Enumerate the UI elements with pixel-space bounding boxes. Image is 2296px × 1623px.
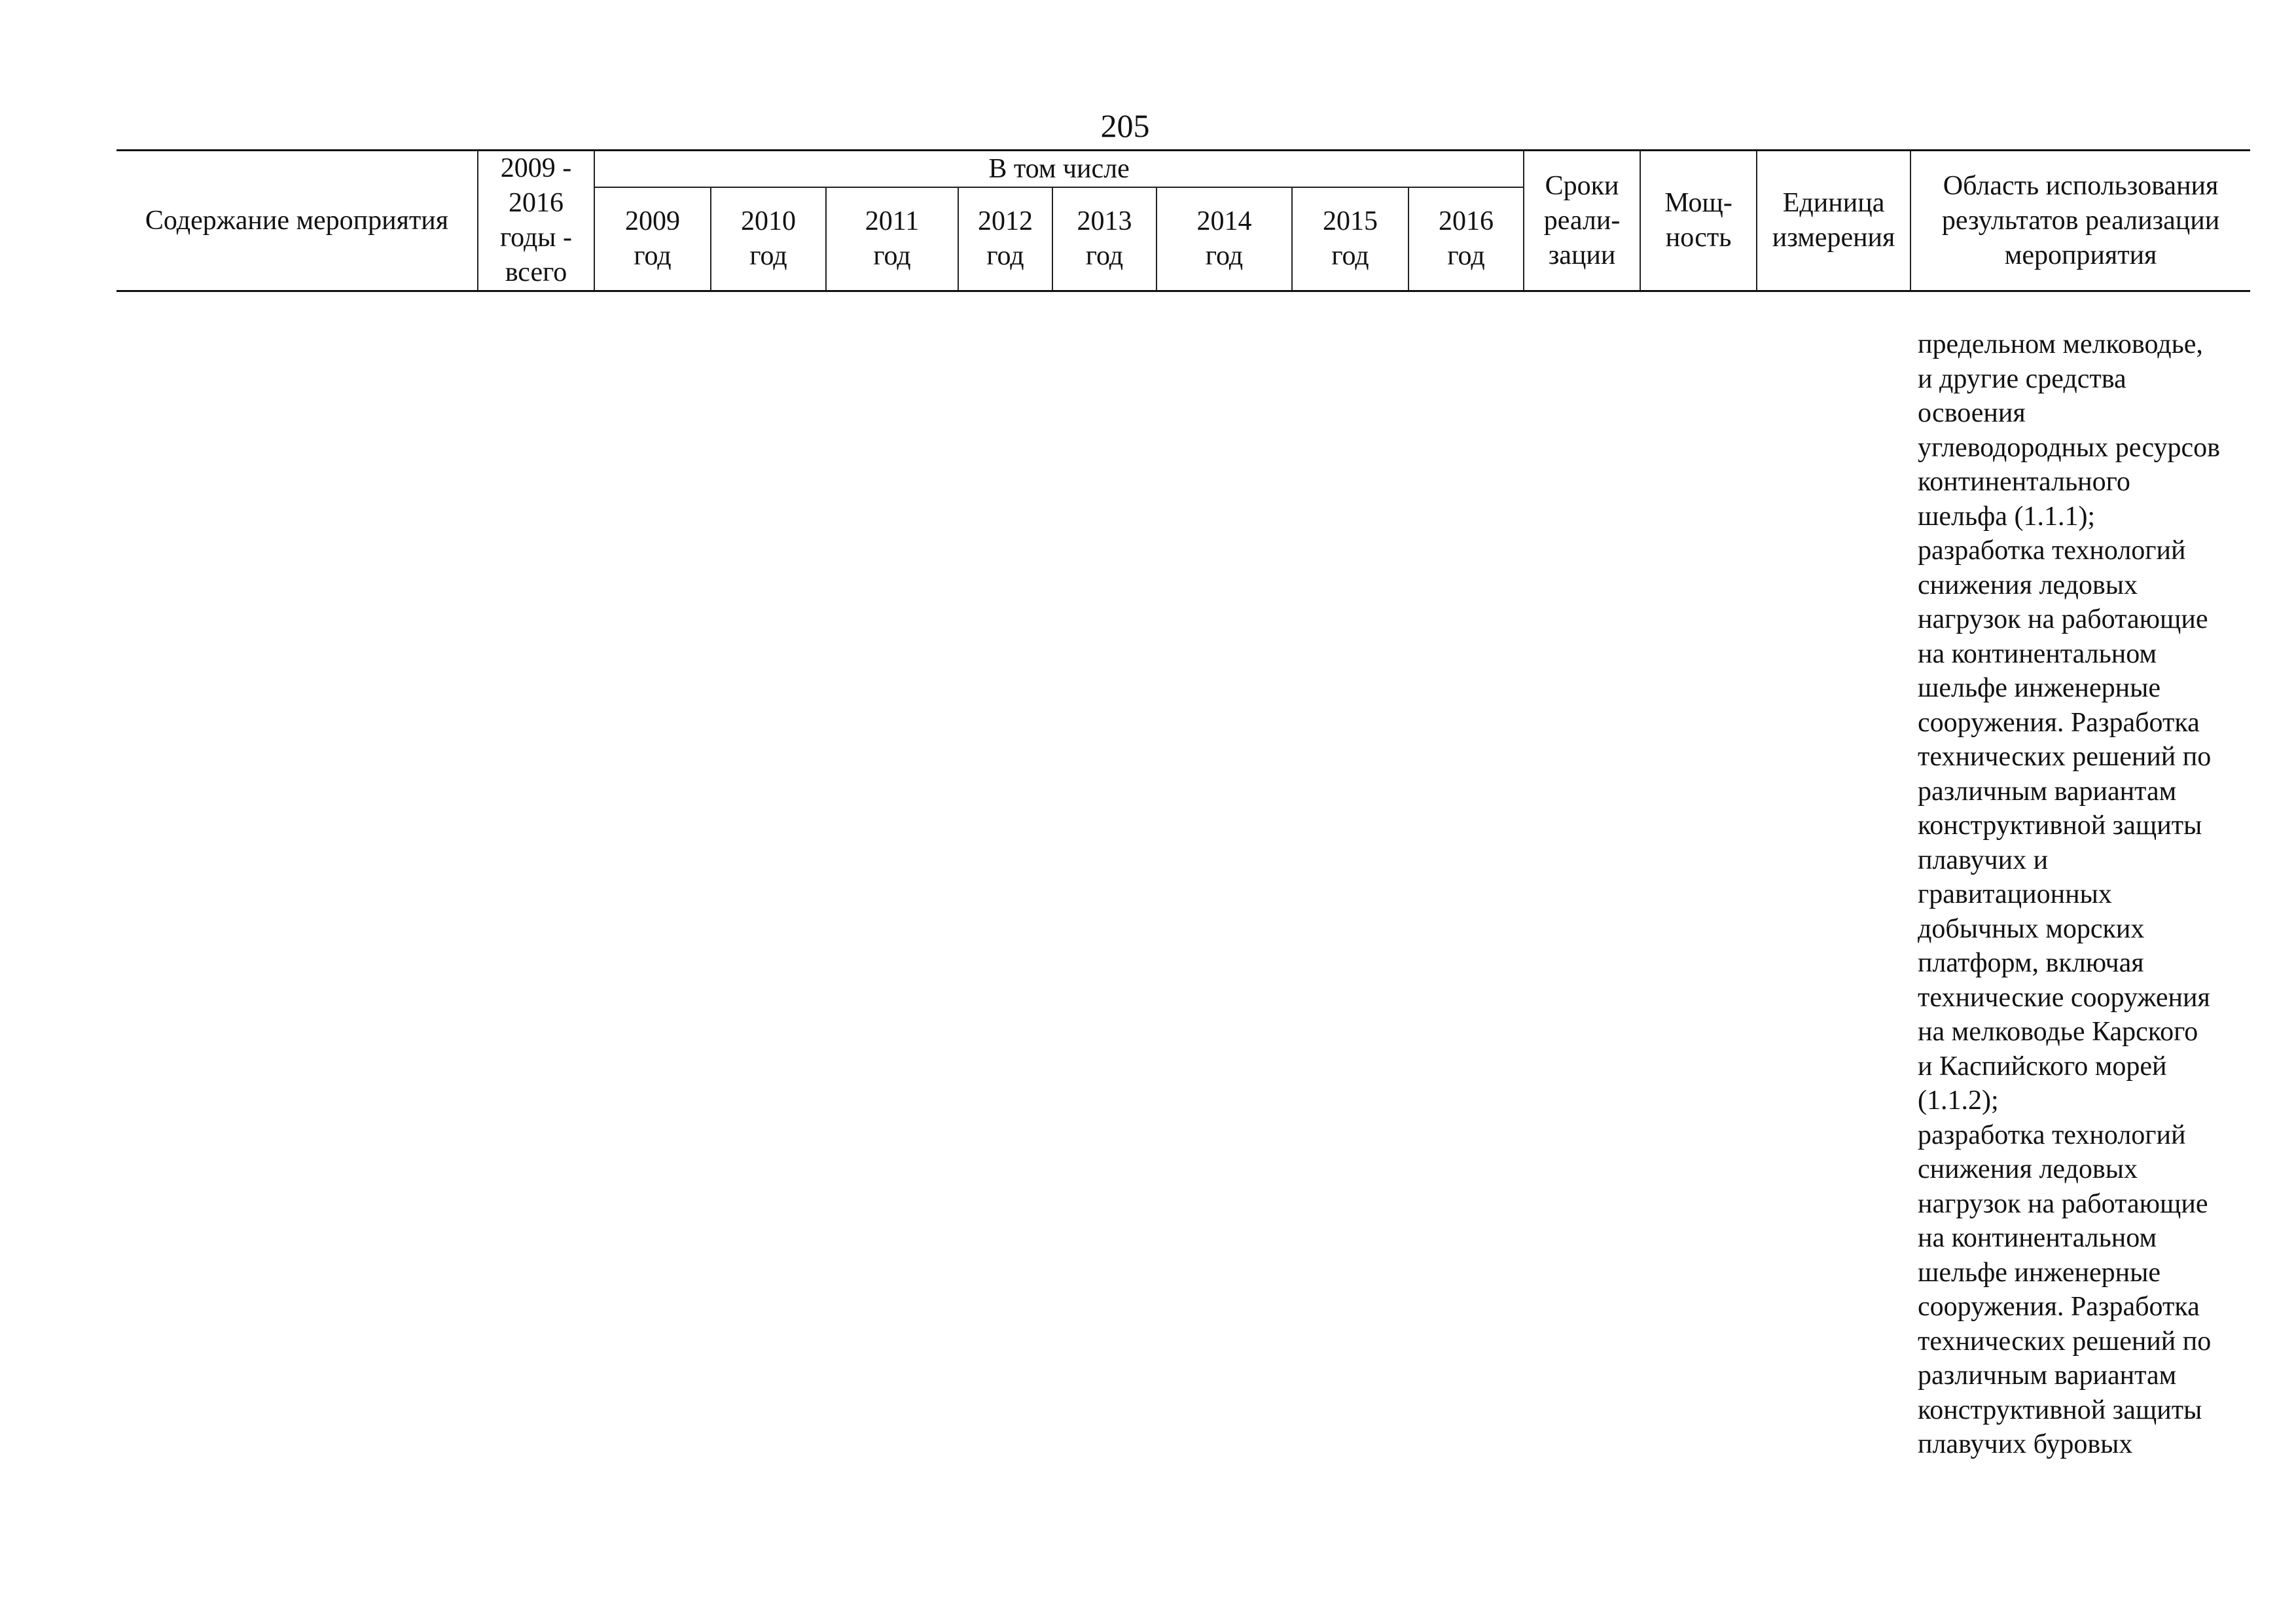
header-terms: Сроки реали- зации xyxy=(1524,151,1640,291)
header-year-2016 xyxy=(1408,187,1524,291)
year-label: 2011 xyxy=(865,206,920,236)
header-including: В том числе xyxy=(594,151,1524,188)
header-year-2010 xyxy=(711,187,826,291)
year-unit: год xyxy=(1205,241,1244,271)
header-unit: Единица измерения xyxy=(1757,151,1910,291)
year-unit: год xyxy=(986,241,1024,271)
year-unit: год xyxy=(634,241,672,271)
header-year-2009 xyxy=(594,187,711,291)
header-capacity: Мощ- ность xyxy=(1640,151,1757,291)
year-label: 2013 xyxy=(1077,206,1132,236)
header-year-2015 xyxy=(1292,187,1408,291)
page-number: 205 xyxy=(1100,107,1150,144)
year-label: 2010 xyxy=(741,206,796,236)
year-label: 2009 xyxy=(625,206,680,236)
header-year-2013 xyxy=(1052,187,1157,291)
year-label: 2012 xyxy=(978,206,1033,236)
year-unit: год xyxy=(1085,241,1124,271)
header-year-2011 xyxy=(826,187,958,291)
year-label: 2015 xyxy=(1323,206,1378,236)
year-unit: год xyxy=(1447,241,1485,271)
year-label: 2014 xyxy=(1196,206,1252,236)
area-of-use-text: предельном мелководье, и другие средства освоения углеводородных ресурсов континентального шельфа (1.1.1); разработка технологий снижения ледовых нагрузок на работающие на континентальном шельфе инженерные сооружения. Разработка технических решений по различным вариантам конструктивной защиты плавучих и гравитационных добычных морских платформ, включая технические сооружения на мелководье Карского и Каспийского морей (1.1.2); разработка технологий снижения ледовых нагрузок на работающие на континентальном шельфе инженерные сооружения. Разработка технических решений по различным вариантам конструктивной защиты плавучих буровых xyxy=(1918,329,2220,1459)
header-content: Содержание мероприятия xyxy=(117,151,478,291)
table-header xyxy=(117,149,2250,292)
header-year-2014 xyxy=(1157,187,1292,291)
year-unit: год xyxy=(873,241,911,271)
year-unit: год xyxy=(1331,241,1369,271)
header-area: Область использования результатов реализации мероприятия xyxy=(1910,151,2250,291)
header-total: 2009 - 2016 годы - всего xyxy=(478,151,594,291)
year-unit: год xyxy=(749,241,787,271)
header-year-2012 xyxy=(958,187,1052,291)
year-label: 2016 xyxy=(1439,206,1494,236)
